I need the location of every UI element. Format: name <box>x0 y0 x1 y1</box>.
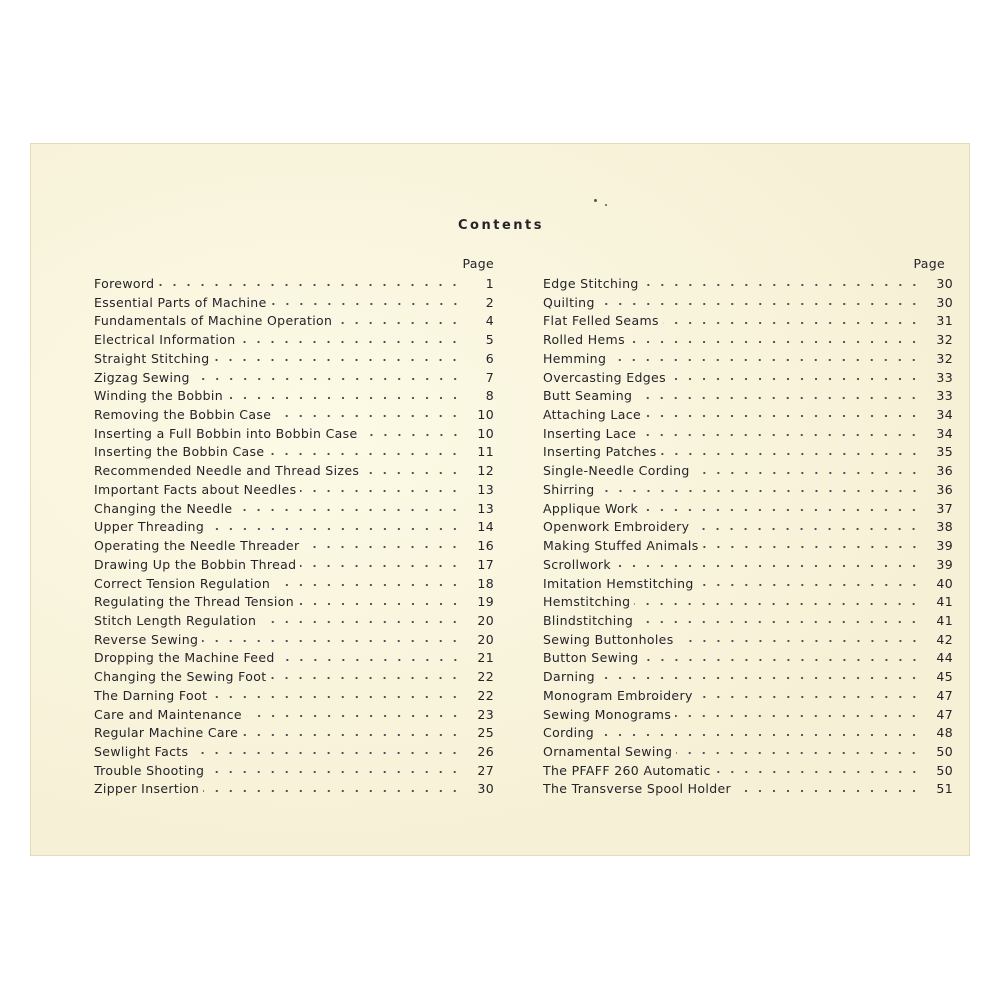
toc-entry-title: Monogram Embroidery <box>543 687 693 703</box>
toc-entry-title: Upper Threading <box>94 519 205 535</box>
toc-entry <box>543 538 953 557</box>
toc-entry-page-number: 25 <box>477 725 494 741</box>
toc-entry <box>543 707 953 726</box>
toc-entry <box>94 688 504 707</box>
toc-entry-page-number: 41 <box>936 612 953 628</box>
dot-leader <box>715 770 921 774</box>
toc-entry-title: Shirring <box>543 481 595 497</box>
toc-entry-page-number: 16 <box>477 538 494 554</box>
dot-leader <box>698 583 921 587</box>
toc-entry-page-number: 18 <box>477 575 494 591</box>
toc-entry-title: Button Sewing <box>543 650 639 666</box>
paper-speck <box>605 204 607 206</box>
toc-entry <box>543 351 953 370</box>
toc-entry-page-number: 8 <box>485 388 494 404</box>
dot-leader <box>268 452 462 456</box>
dot-leader <box>599 676 921 680</box>
toc-entry-page-number: 35 <box>936 444 953 460</box>
dot-leader <box>203 789 462 793</box>
toc-entry-page-number: 47 <box>936 706 953 722</box>
dot-leader <box>260 620 462 624</box>
toc-entry-page-number: 23 <box>477 706 494 722</box>
toc-entry-page-number: 5 <box>485 332 494 348</box>
contents-title: Contents <box>458 218 544 233</box>
paper-speck <box>594 199 597 202</box>
toc-entry <box>543 781 953 800</box>
toc-entry <box>543 444 953 463</box>
toc-entry-page-number: 6 <box>485 350 494 366</box>
toc-entry-title: Inserting a Full Bobbin into Bobbin Case <box>94 425 358 441</box>
dot-leader <box>694 471 921 475</box>
toc-entry <box>94 388 504 407</box>
toc-entry <box>94 295 504 314</box>
dot-leader <box>629 340 921 344</box>
toc-entry <box>94 444 504 463</box>
toc-entry-page-number: 2 <box>485 294 494 310</box>
toc-entry-title: Flat Felled Seams <box>543 313 659 329</box>
toc-entry-title: Scrollwork <box>543 556 612 572</box>
toc-entry-page-number: 11 <box>477 444 494 460</box>
dot-leader <box>599 489 921 493</box>
dot-leader <box>270 676 462 680</box>
toc-entry-title: Making Stuffed Animals <box>543 538 699 554</box>
dot-leader <box>279 658 462 662</box>
toc-entry <box>94 482 504 501</box>
dot-leader <box>202 639 462 643</box>
toc-entry-page-number: 38 <box>936 519 953 535</box>
dot-leader <box>663 321 921 325</box>
toc-entry-page-number: 44 <box>936 650 953 666</box>
toc-entry <box>94 407 504 426</box>
page-column-header-left: Page <box>462 256 494 271</box>
toc-entry <box>543 295 953 314</box>
toc-entry-page-number: 31 <box>936 313 953 329</box>
toc-entry-title: Removing the Bobbin Case <box>94 407 272 423</box>
dot-leader <box>643 658 921 662</box>
toc-entry-page-number: 45 <box>936 669 953 685</box>
toc-entry-page-number: 19 <box>477 594 494 610</box>
dot-leader <box>194 377 462 381</box>
toc-entry-title: Fundamentals of Machine Operation <box>94 313 333 329</box>
toc-entry-title: Stitch Length Regulation <box>94 612 257 628</box>
toc-entry-title: Essential Parts of Machine <box>94 294 267 310</box>
toc-entry <box>543 276 953 295</box>
dot-leader <box>599 302 921 306</box>
toc-entry-title: Quilting <box>543 294 595 310</box>
toc-entry-title: Recommended Needle and Thread Sizes <box>94 463 360 479</box>
toc-entry-title: Straight Stitching <box>94 350 210 366</box>
toc-entry <box>543 313 953 332</box>
dot-leader <box>676 751 921 755</box>
dot-leader <box>678 639 921 643</box>
dot-leader <box>661 452 921 456</box>
toc-entry-title: Regulating the Thread Tension <box>94 594 295 610</box>
toc-entry <box>543 407 953 426</box>
toc-entry-page-number: 41 <box>936 594 953 610</box>
toc-entry-title: Sewlight Facts <box>94 743 189 759</box>
dot-leader <box>303 545 462 549</box>
toc-entry-page-number: 21 <box>477 650 494 666</box>
dot-leader <box>158 283 462 287</box>
toc-entry <box>94 744 504 763</box>
toc-entry-title: Trouble Shooting <box>94 762 205 778</box>
toc-entry <box>543 763 953 782</box>
toc-entry-page-number: 51 <box>936 781 953 797</box>
dot-leader <box>275 414 462 418</box>
toc-entry-page-number: 27 <box>477 762 494 778</box>
toc-entry-page-number: 39 <box>936 556 953 572</box>
toc-entry <box>94 707 504 726</box>
toc-entry-title: The Darning Foot <box>94 687 208 703</box>
toc-entry-page-number: 30 <box>477 781 494 797</box>
toc-entry <box>94 351 504 370</box>
toc-entry-page-number: 13 <box>477 481 494 497</box>
toc-entry-title: Applique Work <box>543 500 639 516</box>
toc-entry-title: Imitation Hemstitching <box>543 575 694 591</box>
toc-entry-title: Operating the Needle Threader <box>94 538 300 554</box>
toc-entry-title: Darning <box>543 669 595 685</box>
toc-entry-page-number: 14 <box>477 519 494 535</box>
dot-leader <box>697 695 921 699</box>
toc-entry-page-number: 32 <box>936 332 953 348</box>
toc-entry <box>94 426 504 445</box>
toc-entry-page-number: 10 <box>477 425 494 441</box>
dot-leader <box>637 620 921 624</box>
toc-entry-page-number: 34 <box>936 407 953 423</box>
toc-entry-page-number: 1 <box>485 276 494 291</box>
toc-entry-title: Changing the Sewing Foot <box>94 669 267 685</box>
toc-entry-page-number: 10 <box>477 407 494 423</box>
dot-leader <box>598 733 921 737</box>
toc-entry-page-number: 50 <box>936 762 953 778</box>
dot-leader <box>211 695 462 699</box>
dot-leader <box>208 527 462 531</box>
toc-entry-page-number: 42 <box>936 631 953 647</box>
toc-entry-title: Inserting Patches <box>543 444 657 460</box>
toc-entry-title: Butt Seaming <box>543 388 633 404</box>
toc-entry <box>543 463 953 482</box>
toc-entry-title: Changing the Needle <box>94 500 233 516</box>
toc-entry-title: Cording <box>543 725 595 741</box>
toc-entry-page-number: 17 <box>477 556 494 572</box>
toc-entry-page-number: 20 <box>477 612 494 628</box>
toc-entry-page-number: 36 <box>936 463 953 479</box>
dot-leader <box>274 583 462 587</box>
toc-entry-title: The PFAFF 260 Automatic <box>543 762 711 778</box>
toc-entry <box>94 463 504 482</box>
toc-entry-title: Edge Stitching <box>543 276 639 291</box>
toc-list-right <box>543 276 953 800</box>
toc-entry-page-number: 37 <box>936 500 953 516</box>
dot-leader <box>246 714 462 718</box>
toc-entry <box>543 519 953 538</box>
dot-leader <box>239 340 462 344</box>
toc-entry-page-number: 50 <box>936 743 953 759</box>
toc-entry-title: Important Facts about Needles <box>94 481 297 497</box>
dot-leader <box>735 789 921 793</box>
toc-entry-page-number: 30 <box>936 276 953 291</box>
toc-entry-title: Correct Tension Regulation <box>94 575 271 591</box>
toc-entry-title: Sewing Buttonholes <box>543 631 674 647</box>
toc-entry-title: Drawing Up the Bobbin Thread <box>94 556 297 572</box>
dot-leader <box>213 358 462 362</box>
toc-entry-title: Dropping the Machine Feed <box>94 650 275 666</box>
dot-leader <box>300 564 462 568</box>
toc-entry <box>543 613 953 632</box>
dot-leader <box>298 602 462 606</box>
toc-entry <box>94 557 504 576</box>
toc-entry-title: Openwork Embroidery <box>543 519 690 535</box>
toc-entry-title: The Transverse Spool Holder <box>543 781 732 797</box>
dot-leader <box>271 302 462 306</box>
toc-entry <box>94 276 504 295</box>
dot-leader <box>670 377 921 381</box>
toc-list-left <box>94 276 504 800</box>
toc-entry <box>94 519 504 538</box>
toc-entry <box>543 388 953 407</box>
toc-entry <box>543 482 953 501</box>
toc-entry-page-number: 32 <box>936 350 953 366</box>
contents-page <box>30 143 970 856</box>
toc-entry-page-number: 33 <box>936 369 953 385</box>
dot-leader <box>640 433 921 437</box>
toc-entry <box>94 763 504 782</box>
toc-entry <box>543 725 953 744</box>
toc-entry <box>543 650 953 669</box>
dot-leader <box>236 508 462 512</box>
toc-entry-title: Inserting Lace <box>543 425 637 441</box>
toc-entry-title: Single-Needle Cording <box>543 463 690 479</box>
toc-entry <box>94 332 504 351</box>
dot-leader <box>645 414 921 418</box>
toc-entry <box>543 557 953 576</box>
toc-entry-title: Blindstitching <box>543 612 634 628</box>
toc-entry-title: Zipper Insertion <box>94 781 200 797</box>
toc-entry <box>543 632 953 651</box>
toc-entry <box>94 538 504 557</box>
toc-entry-page-number: 22 <box>477 669 494 685</box>
page-column-header-right: Page <box>913 256 945 271</box>
toc-entry <box>543 669 953 688</box>
dot-leader <box>362 433 462 437</box>
dot-leader <box>615 564 921 568</box>
toc-entry-page-number: 12 <box>477 463 494 479</box>
toc-entry <box>94 613 504 632</box>
dot-leader <box>192 751 462 755</box>
toc-entry <box>94 594 504 613</box>
toc-entry-title: Winding the Bobbin <box>94 388 223 404</box>
toc-entry <box>94 501 504 520</box>
dot-leader <box>242 733 462 737</box>
toc-entry-page-number: 20 <box>477 631 494 647</box>
toc-entry-page-number: 34 <box>936 425 953 441</box>
contents-column-right <box>543 256 953 800</box>
toc-entry-page-number: 48 <box>936 725 953 741</box>
dot-leader <box>300 489 462 493</box>
toc-entry-page-number: 4 <box>485 313 494 329</box>
dot-leader <box>227 396 462 400</box>
dot-leader <box>693 527 921 531</box>
toc-entry-title: Sewing Monograms <box>543 706 672 722</box>
toc-entry <box>94 725 504 744</box>
toc-entry-title: Reverse Sewing <box>94 631 199 647</box>
toc-entry-title: Ornamental Sewing <box>543 743 673 759</box>
toc-entry-title: Rolled Hems <box>543 332 625 348</box>
toc-entry <box>543 688 953 707</box>
toc-entry <box>94 781 504 800</box>
toc-entry <box>543 426 953 445</box>
toc-entry <box>543 744 953 763</box>
dot-leader <box>643 283 921 287</box>
toc-entry-title: Regular Machine Care <box>94 725 239 741</box>
toc-entry-page-number: 36 <box>936 481 953 497</box>
toc-entry-page-number: 33 <box>936 388 953 404</box>
toc-entry <box>543 370 953 389</box>
toc-entry-title: Attaching Lace <box>543 407 641 423</box>
dot-leader <box>208 770 462 774</box>
toc-entry <box>94 669 504 688</box>
toc-entry <box>94 650 504 669</box>
dot-leader <box>636 396 921 400</box>
toc-entry <box>543 576 953 595</box>
toc-entry <box>94 632 504 651</box>
toc-entry-title: Zigzag Sewing <box>94 369 190 385</box>
toc-entry <box>543 501 953 520</box>
toc-entry-page-number: 22 <box>477 687 494 703</box>
dot-leader <box>363 471 462 475</box>
toc-entry-page-number: 47 <box>936 687 953 703</box>
dot-leader <box>634 602 921 606</box>
toc-entry <box>94 576 504 595</box>
dot-leader <box>610 358 921 362</box>
toc-entry-page-number: 7 <box>485 369 494 385</box>
toc-entry-title: Care and Maintenance <box>94 706 242 722</box>
toc-entry-title: Hemming <box>543 350 607 366</box>
toc-entry-title: Hemstitching <box>543 594 631 610</box>
toc-entry-page-number: 26 <box>477 743 494 759</box>
toc-entry-title: Foreword <box>94 276 155 291</box>
contents-column-left <box>94 256 504 800</box>
toc-entry-page-number: 30 <box>936 294 953 310</box>
dot-leader <box>675 714 921 718</box>
toc-entry-page-number: 39 <box>936 538 953 554</box>
toc-entry-page-number: 40 <box>936 575 953 591</box>
toc-entry <box>543 332 953 351</box>
dot-leader <box>703 545 921 549</box>
dot-leader <box>336 321 462 325</box>
toc-entry-title: Inserting the Bobbin Case <box>94 444 265 460</box>
toc-entry <box>94 370 504 389</box>
dot-leader <box>642 508 921 512</box>
toc-entry-page-number: 13 <box>477 500 494 516</box>
toc-entry <box>94 313 504 332</box>
toc-entry <box>543 594 953 613</box>
toc-entry-title: Overcasting Edges <box>543 369 666 385</box>
toc-entry-title: Electrical Information <box>94 332 236 348</box>
